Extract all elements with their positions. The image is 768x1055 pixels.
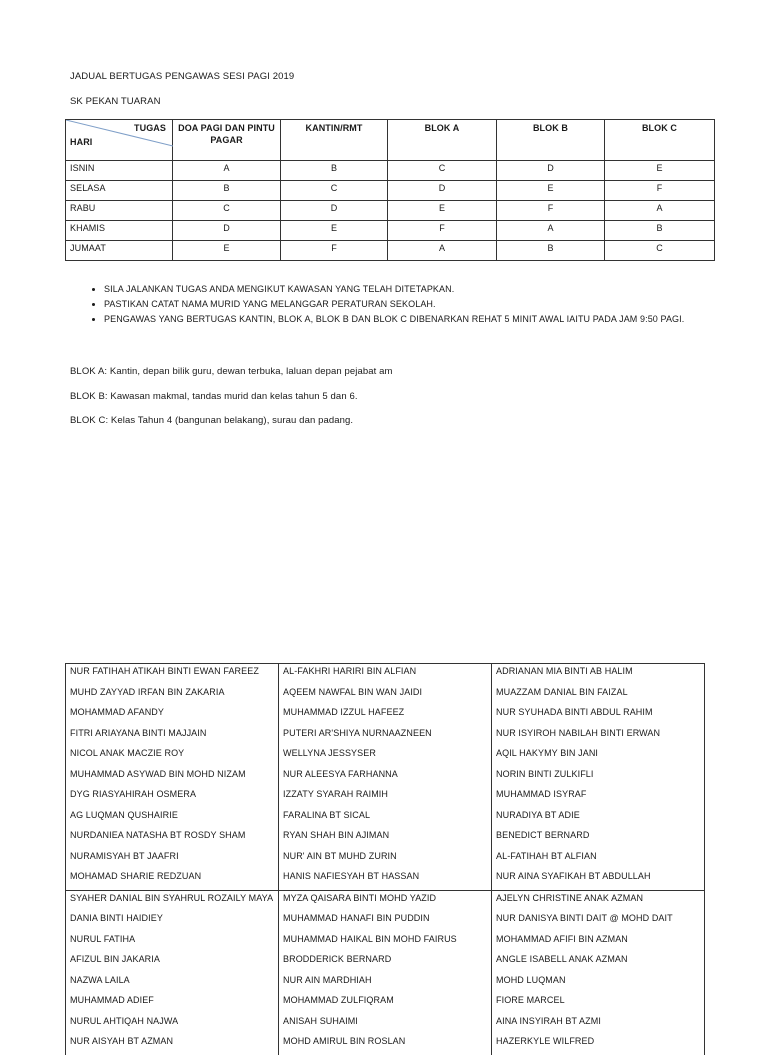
block-b-description: BLOK B: Kawasan makmal, tandas murid dan kelas tahun 5 dan 6. — [70, 391, 358, 402]
prefect-name-cell: MUHAMMAD HANAFI BIN PUDDIN — [279, 911, 492, 932]
prefect-name-cell: MOHAMAD SHARIE REDZUAN — [66, 869, 279, 890]
duty-row — [66, 221, 715, 241]
names-row — [66, 993, 705, 1014]
school-name: SK PEKAN TUARAN — [70, 96, 161, 107]
prefect-name-cell: MOHD LUQMAN — [492, 973, 705, 994]
prefect-name-cell: NUR AISYAH BT AZMAN — [66, 1034, 279, 1055]
duty-group-cell: E — [497, 181, 605, 201]
prefect-name-cell: RYAN SHAH BIN AJIMAN — [279, 828, 492, 849]
prefect-name-cell: MYZA QAISARA BINTI MOHD YAZID — [279, 890, 492, 911]
header-blok-a: BLOK A — [388, 120, 497, 161]
prefect-name-cell: IZZATY SYARAH RAIMIH — [279, 787, 492, 808]
names-row — [66, 664, 705, 685]
note-item: • PENGAWAS YANG BERTUGAS KANTIN, BLOK A, BLOK B DAN BLOK C DIBENARKAN REHAT 5 MINIT AWAL IAITU PADA JAM 9:50 PAGI. — [104, 312, 684, 327]
duty-day-cell: ISNIN — [66, 161, 173, 181]
names-row — [66, 1034, 705, 1055]
prefect-name-cell: AINA INSYIRAH BT AZMI — [492, 1014, 705, 1035]
prefect-name-cell: NUR AINA SYAFIKAH BT ABDULLAH — [492, 869, 705, 890]
names-row — [66, 828, 705, 849]
header-kantin: KANTIN/RMT — [281, 120, 388, 161]
prefect-name-cell: MUHAMMAD ADIEF — [66, 993, 279, 1014]
duty-group-cell: D — [281, 201, 388, 221]
prefect-name-cell: BENEDICT BERNARD — [492, 828, 705, 849]
duty-group-cell: D — [173, 221, 281, 241]
duty-day-cell: JUMAAT — [66, 241, 173, 261]
prefect-name-cell: AFIZUL BIN JAKARIA — [66, 952, 279, 973]
duty-row — [66, 201, 715, 221]
prefect-name-cell: NICOL ANAK MACZIE ROY — [66, 746, 279, 767]
block-a-description: BLOK A: Kantin, depan bilik guru, dewan terbuka, laluan depan pejabat am — [70, 366, 393, 377]
prefect-name-cell: FIORE MARCEL — [492, 993, 705, 1014]
prefect-name-cell: NAZWA LAILA — [66, 973, 279, 994]
prefect-name-cell: NUR SYUHADA BINTI ABDUL RAHIM — [492, 705, 705, 726]
duty-group-cell: F — [605, 181, 715, 201]
duty-row — [66, 161, 715, 181]
names-row — [66, 952, 705, 973]
prefect-name-cell: MOHAMMAD AFANDY — [66, 705, 279, 726]
prefect-name-cell: AJELYN CHRISTINE ANAK AZMAN — [492, 890, 705, 911]
prefect-name-cell: NUR AIN MARDHIAH — [279, 973, 492, 994]
prefect-name-cell: DYG RIASYAHIRAH OSMERA — [66, 787, 279, 808]
prefect-name-cell: NURAMISYAH BT JAAFRI — [66, 849, 279, 870]
names-row — [66, 849, 705, 870]
duty-group-cell: B — [173, 181, 281, 201]
prefect-names-table — [65, 663, 705, 1055]
prefect-name-cell: MUHAMMAD ASYWAD BIN MOHD NIZAM — [66, 767, 279, 788]
duty-corner-cell — [66, 120, 173, 161]
duty-group-cell: E — [605, 161, 715, 181]
duty-day-cell: SELASA — [66, 181, 173, 201]
prefect-name-cell: AL-FAKHRI HARIRI BIN ALFIAN — [279, 664, 492, 685]
prefect-name-cell: MOHAMMAD AFIFI BIN AZMAN — [492, 932, 705, 953]
prefect-name-cell: MUHAMMAD ISYRAF — [492, 787, 705, 808]
duty-group-cell: D — [388, 181, 497, 201]
names-row — [66, 767, 705, 788]
block-c-description: BLOK C: Kelas Tahun 4 (bangunan belakang), surau dan padang. — [70, 415, 354, 426]
prefect-name-cell: NUR FATIHAH ATIKAH BINTI EWAN FAREEZ — [66, 664, 279, 685]
prefect-name-cell: FITRI ARIAYANA BINTI MAJJAIN — [66, 726, 279, 747]
names-row — [66, 726, 705, 747]
duty-group-cell: C — [173, 201, 281, 221]
prefect-name-cell: NORIN BINTI ZULKIFLI — [492, 767, 705, 788]
duty-day-cell: RABU — [66, 201, 173, 221]
prefect-name-cell: WELLYNA JESSYSER — [279, 746, 492, 767]
prefect-name-cell: NUR ISYIROH NABILAH BINTI ERWAN — [492, 726, 705, 747]
duty-group-cell: C — [281, 181, 388, 201]
prefect-name-cell: NURDANIEA NATASHA BT ROSDY SHAM — [66, 828, 279, 849]
names-row — [66, 973, 705, 994]
names-row — [66, 890, 705, 911]
prefect-name-cell: NUR ALEESYA FARHANNA — [279, 767, 492, 788]
prefect-name-cell: NURADIYA BT ADIE — [492, 808, 705, 829]
names-row — [66, 911, 705, 932]
prefect-name-cell: ANISAH SUHAIMI — [279, 1014, 492, 1035]
prefect-name-cell: HAZERKYLE WILFRED — [492, 1034, 705, 1055]
duty-day-cell: KHAMIS — [66, 221, 173, 241]
prefect-name-cell: PUTERI AR'SHIYA NURNAAZNEEN — [279, 726, 492, 747]
header-doa-pagi: DOA PAGI DAN PINTU PAGAR — [173, 120, 281, 161]
note-item: • SILA JALANKAN TUGAS ANDA MENGIKUT KAWASAN YANG TELAH DITETAPKAN. — [104, 282, 684, 297]
names-row — [66, 746, 705, 767]
prefect-name-cell: FARALINA BT SICAL — [279, 808, 492, 829]
duty-group-cell: A — [173, 161, 281, 181]
duty-group-cell: B — [605, 221, 715, 241]
duty-group-cell: F — [497, 201, 605, 221]
document-title: JADUAL BERTUGAS PENGAWAS SESI PAGI 2019 — [70, 71, 295, 82]
duty-group-cell: E — [281, 221, 388, 241]
prefect-name-cell: AL-FATIHAH BT ALFIAN — [492, 849, 705, 870]
header-blok-c: BLOK C — [605, 120, 715, 161]
header-blok-b: BLOK B — [497, 120, 605, 161]
prefect-name-cell: ANGLE ISABELL ANAK AZMAN — [492, 952, 705, 973]
prefect-name-cell: MUHAMMAD IZZUL HAFEEZ — [279, 705, 492, 726]
prefect-name-cell: MUAZZAM DANIAL BIN FAIZAL — [492, 685, 705, 706]
prefect-name-cell: AQIL HAKYMY BIN JANI — [492, 746, 705, 767]
duty-header-row — [66, 120, 715, 161]
corner-label-tugas: TUGAS — [134, 123, 166, 133]
prefect-name-cell: MOHD AMIRUL BIN ROSLAN — [279, 1034, 492, 1055]
duty-row — [66, 181, 715, 201]
prefect-name-cell: NURUL FATIHA — [66, 932, 279, 953]
names-row — [66, 705, 705, 726]
prefect-name-cell: DANIA BINTI HAIDIEY — [66, 911, 279, 932]
prefect-name-cell: NUR' AIN BT MUHD ZURIN — [279, 849, 492, 870]
duty-group-cell: A — [497, 221, 605, 241]
names-row — [66, 808, 705, 829]
prefect-name-cell: NURUL AHTIQAH NAJWA — [66, 1014, 279, 1035]
names-row — [66, 932, 705, 953]
corner-label-hari: HARI — [70, 137, 93, 147]
duty-group-cell: C — [388, 161, 497, 181]
duty-group-cell: F — [388, 221, 497, 241]
duty-notes-list — [86, 282, 684, 327]
prefect-name-cell: SYAHER DANIAL BIN SYAHRUL ROZAILY MAYA — [66, 890, 279, 911]
duty-group-cell: C — [605, 241, 715, 261]
names-row — [66, 869, 705, 890]
names-row — [66, 685, 705, 706]
prefect-name-cell: HANIS NAFIESYAH BT HASSAN — [279, 869, 492, 890]
duty-group-cell: D — [497, 161, 605, 181]
duty-group-cell: A — [388, 241, 497, 261]
duty-group-cell: A — [605, 201, 715, 221]
prefect-name-cell: AG LUQMAN QUSHAIRIE — [66, 808, 279, 829]
prefect-name-cell: BRODDERICK BERNARD — [279, 952, 492, 973]
duty-group-cell: B — [497, 241, 605, 261]
prefect-name-cell: NUR DANISYA BINTI DAIT @ MOHD DAIT — [492, 911, 705, 932]
duty-group-cell: F — [281, 241, 388, 261]
duty-group-cell: E — [173, 241, 281, 261]
prefect-name-cell: MUHD ZAYYAD IRFAN BIN ZAKARIA — [66, 685, 279, 706]
duty-schedule-table — [65, 119, 715, 261]
duty-group-cell: B — [281, 161, 388, 181]
prefect-name-cell: MUHAMMAD HAIKAL BIN MOHD FAIRUS — [279, 932, 492, 953]
prefect-name-cell: MOHAMMAD ZULFIQRAM — [279, 993, 492, 1014]
prefect-name-cell: AQEEM NAWFAL BIN WAN JAIDI — [279, 685, 492, 706]
prefect-name-cell: ADRIANAN MIA BINTI AB HALIM — [492, 664, 705, 685]
note-item: • PASTIKAN CATAT NAMA MURID YANG MELANGGAR PERATURAN SEKOLAH. — [104, 297, 684, 312]
duty-group-cell: E — [388, 201, 497, 221]
names-row — [66, 787, 705, 808]
duty-row — [66, 241, 715, 261]
